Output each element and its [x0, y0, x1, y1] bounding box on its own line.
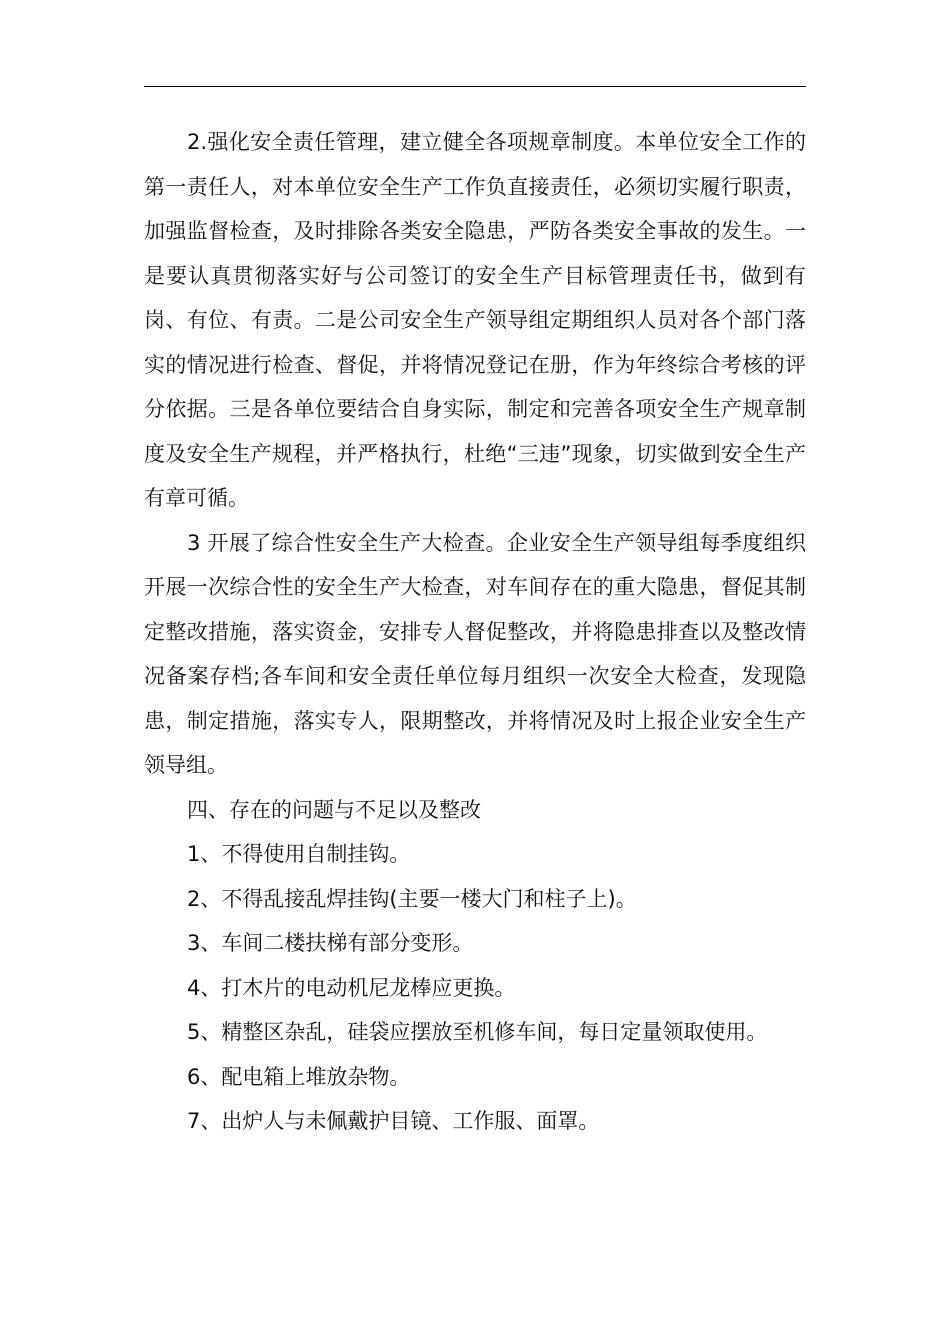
paragraph-safety-responsibility: 2.强化安全责任管理，建立健全各项规章制度。本单位安全工作的第一责任人，对本单位安全生产工作负直接责任，必须切实履行职责，加强监督检查，及时排除各类安全隐患，严防各类安全事故的发生。一是要认真贯彻落实好与公司签订的安全生产目标管理责任书，做到有岗、有位、有责。二是公司安全生产领导组定期组织人员对各个部门落实的情况进行检查、督促，并将情况登记在册，作为年终综合考核的评分依据。三是各单位要结合自身实际，制定和完善各项安全生产规章制度及安全生产规程，并严格执行，杜绝“三违”现象，切实做到安全生产有章可循。 — [144, 130, 806, 510]
issue-item: 2、不得乱接乱焊挂钩(主要一楼大门和柱子上)。 — [187, 886, 637, 911]
issue-item: 6、配电箱上堆放杂物。 — [187, 1064, 411, 1089]
issue-item: 1、不得使用自制挂钩。 — [187, 842, 411, 866]
issue-item: 4、打木片的电动机尼龙棒应更换。 — [187, 975, 516, 1000]
section-heading: 四、存在的问题与不足以及整改 — [187, 797, 481, 822]
paragraph-safety-inspection: 3 开展了综合性安全生产大检查。企业安全生产领导组每季度组织开展一次综合性的安全生产大检查，对车间存在的重大隐患，督促其制定整改措施，落实资金，安排专人督促整改，并将隐患排查以及整改情况备案存档;各车间和安全责任单位每月组织一次安全大检查，发现隐患，制定措施，落实专人，限期整改，并将情况及时上报企业安全生产领导组。 — [144, 530, 806, 777]
header-rule — [144, 86, 806, 87]
issue-item: 5、精整区杂乱，硅袋应摆放至机修车间，每日定量领取使用。 — [187, 1020, 768, 1044]
document-body — [144, 120, 806, 1144]
issue-item: 3、车间二楼扶梯有部分变形。 — [187, 931, 474, 955]
issue-item: 7、出炉人与未佩戴护目镜、工作服、面罩。 — [187, 1109, 600, 1133]
